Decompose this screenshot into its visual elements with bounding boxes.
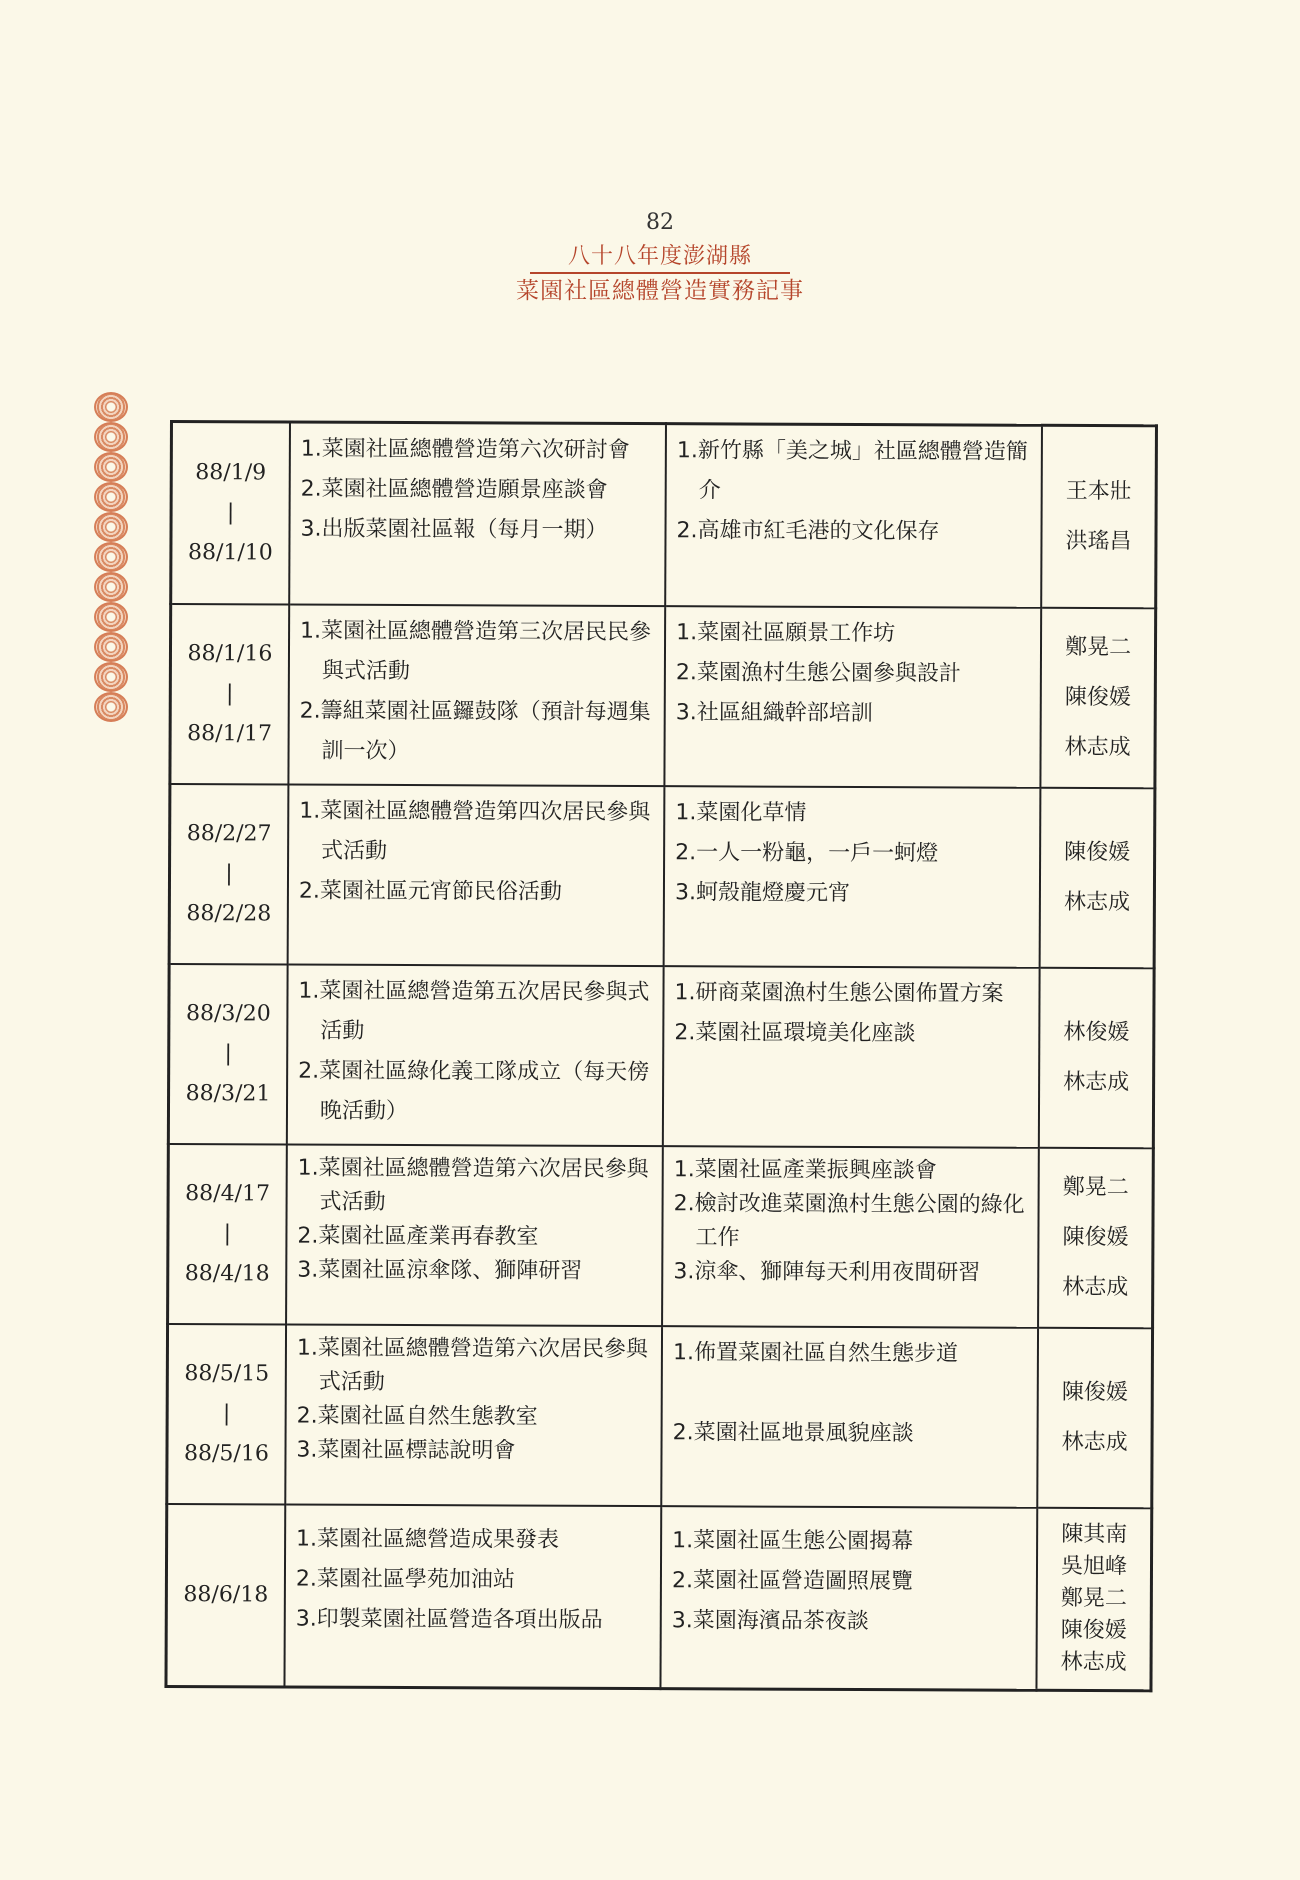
course-item: 3.涼傘、獅陣每天利用夜間研習 — [673, 1259, 981, 1286]
activity-item: 3.印製菜園社區營造各項出版品 — [295, 1606, 603, 1633]
course-item: 3.社區組織幹部培訓 — [675, 700, 873, 727]
course-cell — [665, 424, 1042, 608]
ornament-icon — [94, 542, 128, 572]
activity-cell — [284, 1505, 661, 1689]
activity-item: 3.出版菜園社區報（每月一期） — [300, 516, 608, 543]
speaker-cell — [1041, 608, 1156, 788]
date-start: 88/5/15 — [184, 1361, 270, 1387]
date-end: 88/1/17 — [187, 721, 273, 747]
ornament-icon — [94, 422, 128, 452]
date-start: 88/2/27 — [186, 821, 272, 847]
activity-item: 1.菜園社區總體營造第三次居民民參與式活動 — [299, 618, 652, 685]
activity-cell — [285, 1325, 662, 1507]
table-row — [170, 604, 1156, 788]
activity-item: 2.籌組菜園社區鑼鼓隊（預計每週集訓一次） — [299, 698, 651, 765]
margin-ornaments — [94, 392, 134, 722]
ornament-icon — [94, 662, 128, 692]
ornament-icon — [94, 632, 128, 662]
table-row — [167, 1324, 1153, 1508]
activity-cell — [287, 965, 664, 1147]
activity-item: 1.菜園社區總營造第五次居民參與式活動 — [298, 978, 650, 1044]
header-line-1: 八十八年度澎湖縣 — [567, 244, 752, 269]
course-item: 2.菜園社區地景風貌座談 — [672, 1420, 914, 1447]
ornament-icon — [94, 452, 128, 482]
date-cell — [168, 1144, 287, 1325]
date-cell — [168, 964, 287, 1145]
activity-item: 1.菜園社區總體營造第六次居民參與式活動 — [297, 1155, 649, 1215]
course-item: 3.蚵殼龍燈慶元宵 — [674, 880, 851, 906]
speaker-cell — [1041, 425, 1156, 608]
activity-item: 2.菜園社區自然生態教室 — [296, 1403, 538, 1430]
course-cell — [661, 1506, 1038, 1690]
course-item: 2.菜園社區環境美化座談 — [674, 1020, 916, 1047]
activity-item: 2.菜園社區產業再春教室 — [297, 1223, 539, 1250]
ornament-icon — [94, 572, 128, 602]
course-item: 2.菜園漁村生態公園參與設計 — [675, 660, 962, 687]
course-cell — [664, 606, 1041, 788]
date-start: 88/3/20 — [185, 1001, 271, 1027]
date-start: 88/1/9 — [195, 460, 267, 486]
ornament-icon — [94, 692, 128, 722]
speaker-name: 林志成 — [1063, 1069, 1130, 1096]
speaker-name: 王本壯 — [1065, 478, 1132, 505]
running-header — [0, 242, 1300, 308]
speaker-name: 陳俊媛 — [1064, 839, 1131, 866]
speaker-name: 林俊媛 — [1063, 1019, 1130, 1046]
date-end: 88/5/16 — [183, 1441, 269, 1467]
activity-item: 1.菜園社區總體營造第四次居民參與式活動 — [299, 798, 651, 864]
date-end: 88/4/18 — [184, 1261, 270, 1287]
date-cell — [166, 1504, 285, 1687]
course-cell — [663, 966, 1040, 1148]
speaker-name: 林志成 — [1062, 1274, 1129, 1301]
ornament-icon — [94, 512, 128, 542]
course-item: 1.研商菜園漁村生態公園佈置方案 — [674, 980, 1004, 1007]
speaker-name: 鄭晃二 — [1060, 1585, 1128, 1612]
speaker-name: 林志成 — [1061, 1429, 1128, 1456]
speaker-name: 鄭晃二 — [1065, 634, 1132, 661]
course-item: 1.佈置菜園社區自然生態步道 — [672, 1340, 959, 1367]
activity-cell — [288, 785, 665, 967]
course-item: 1.菜園社區產業振興座談會 — [673, 1157, 937, 1184]
course-item: 1.菜園社區生態公園揭幕 — [672, 1528, 914, 1555]
speaker-name: 陳俊媛 — [1061, 1379, 1128, 1406]
schedule-table — [164, 420, 1158, 1692]
date-start: 88/4/17 — [185, 1181, 271, 1207]
course-item: 3.菜園海濱品茶夜談 — [671, 1608, 869, 1635]
course-item: 1.新竹縣「美之城」社區總體營造簡介 — [676, 438, 1028, 504]
speaker-name: 陳俊媛 — [1062, 1224, 1129, 1251]
date-start: 88/1/16 — [187, 641, 273, 667]
speaker-name: 洪瑤昌 — [1065, 528, 1132, 555]
speaker-name: 林志成 — [1060, 1649, 1127, 1676]
speaker-cell — [1037, 1328, 1152, 1508]
date-separator: | — [225, 861, 233, 887]
table-row — [171, 422, 1157, 609]
date-cell — [169, 784, 288, 965]
activity-item: 2.菜園社區元宵節民俗活動 — [298, 878, 562, 905]
date-cell — [167, 1324, 286, 1505]
speaker-cell — [1038, 1148, 1153, 1328]
activity-item: 3.菜園社區涼傘隊、獅陣研習 — [297, 1257, 583, 1284]
date-separator: | — [226, 681, 234, 707]
course-cell — [664, 786, 1041, 968]
speaker-name: 陳其南 — [1061, 1521, 1128, 1548]
course-item: 1.菜園化草情 — [675, 800, 807, 826]
speaker-cell — [1040, 788, 1155, 968]
table-row — [169, 784, 1155, 968]
date-end: 88/2/28 — [186, 901, 272, 927]
speaker-name: 吳旭峰 — [1061, 1553, 1128, 1580]
date-separator: | — [223, 1221, 232, 1247]
speaker-name: 林志成 — [1063, 889, 1131, 916]
activity-item: 1.菜園社區總體營造第六次研討會 — [300, 436, 630, 464]
table-row — [168, 964, 1154, 1148]
ornament-icon — [94, 602, 128, 632]
course-item: 2.檢討改進菜園漁村生態公園的綠化工作 — [673, 1191, 1025, 1251]
activity-cell — [288, 605, 665, 787]
activity-item: 1.菜園社區總營造成果發表 — [296, 1526, 560, 1553]
date-cell — [170, 604, 289, 785]
activity-item: 2.菜園社區學苑加油站 — [295, 1566, 515, 1593]
activity-item: 3.菜園社區標誌說明會 — [296, 1437, 516, 1464]
date-cell — [171, 422, 290, 605]
date-start: 88/6/18 — [183, 1582, 269, 1608]
activity-cell — [289, 422, 666, 606]
course-item: 2.一人一粉龜，一戶一蚵燈 — [675, 840, 939, 867]
date-separator: | — [226, 500, 235, 526]
activity-item: 2.菜園社區總體營造願景座談會 — [300, 476, 608, 503]
header-line-2: 菜園社區總體營造實務記事 — [516, 278, 804, 304]
date-separator: | — [224, 1041, 232, 1067]
date-separator: | — [222, 1401, 231, 1427]
speaker-name: 陳俊媛 — [1060, 1617, 1127, 1644]
course-item: 2.菜園社區營造圖照展覽 — [671, 1568, 914, 1595]
ornament-icon — [94, 392, 128, 422]
date-end: 88/3/21 — [185, 1081, 271, 1107]
date-end: 88/1/10 — [187, 540, 273, 566]
speaker-name: 鄭晃二 — [1062, 1174, 1129, 1201]
ornament-icon — [94, 482, 128, 512]
course-item: 1.菜園社區願景工作坊 — [676, 620, 896, 647]
course-cell — [662, 1146, 1039, 1328]
activity-cell — [286, 1145, 663, 1327]
activity-item: 2.菜園社區綠化義工隊成立（每天傍晚活動） — [298, 1058, 650, 1125]
table-row — [168, 1144, 1154, 1328]
activity-item: 1.菜園社區總體營造第六次居民參與式活動 — [296, 1335, 648, 1395]
table-row — [166, 1504, 1152, 1691]
speaker-name: 陳俊媛 — [1064, 684, 1131, 711]
course-cell — [661, 1326, 1038, 1508]
speaker-name: 林志成 — [1064, 734, 1131, 761]
speaker-cell — [1037, 1508, 1152, 1691]
course-item: 2.高雄市紅毛港的文化保存 — [676, 518, 940, 545]
page-number: 82 — [646, 210, 674, 235]
speaker-cell — [1039, 968, 1154, 1148]
